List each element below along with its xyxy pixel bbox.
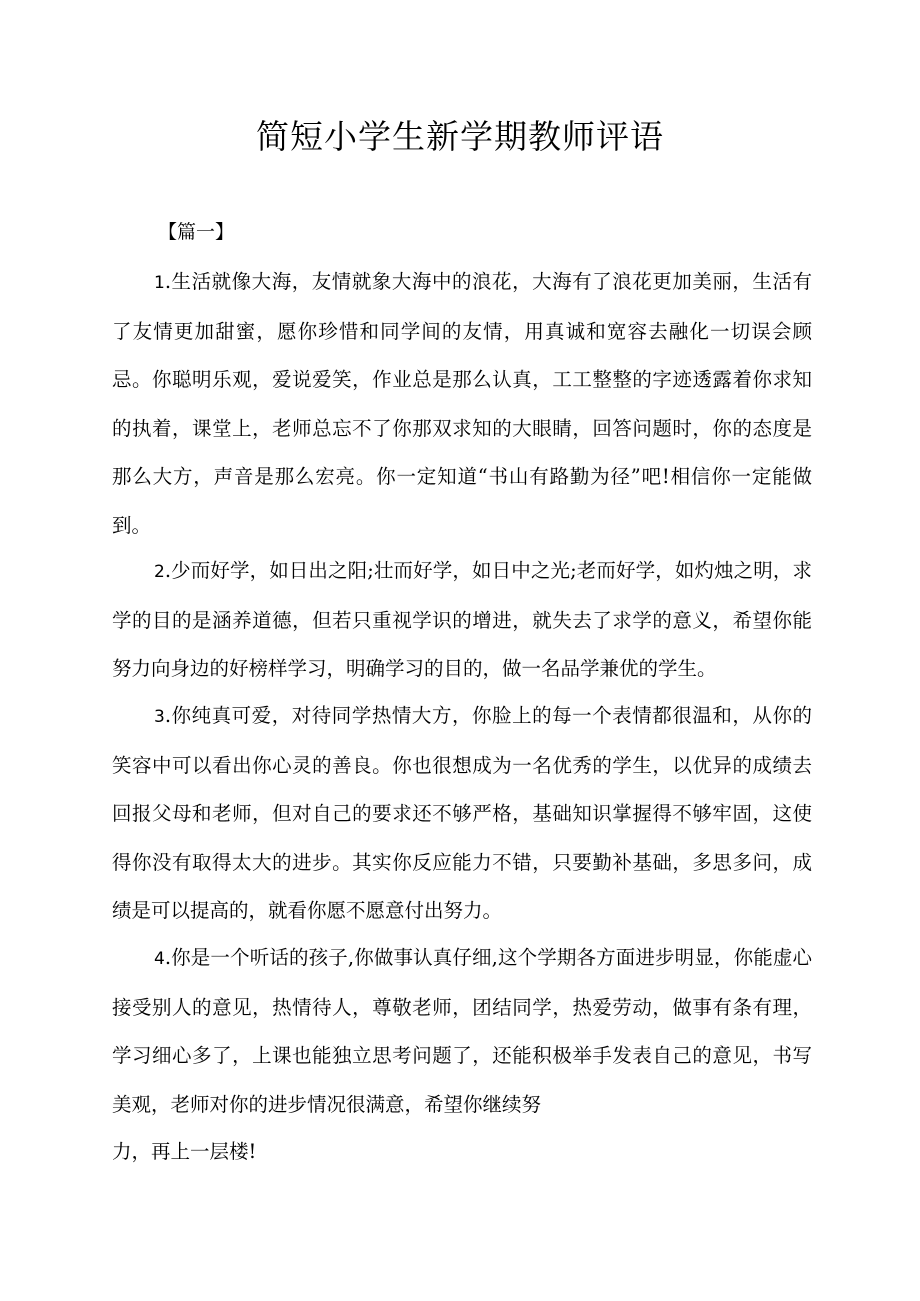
paragraph-number: 2 xyxy=(154,562,165,582)
comment-paragraph-4 xyxy=(112,934,812,1129)
paragraph-text: .少而好学，如日出之阳;壮而好学，如日中之光;老而好学，如灼烛之明，求学的目的是涵养道德，但若只重视学识的增进，就失去了求学的意义，希望你能努力向身边的好榜样学习，明确学习的目的，做一名品学兼优的学生。 xyxy=(112,559,812,680)
paragraph-tail-line: 力，再上一层楼! xyxy=(112,1140,257,1163)
section-label: 【篇一】 xyxy=(158,221,235,243)
paragraph-text: .你是一个听话的孩子,你做事认真仔细,这个学期各方面进步明显，你能虚心接受别人的意见，热情待人，尊敬老师，团结同学，热爱劳动，做事有条有理，学习细心多了，上课也能独立思考问题了，还能积极举手发表自己的意见，书写美观，老师对你的进步情况很满意，希望你继续努 xyxy=(112,946,812,1116)
paragraph-text: .生活就像大海，友情就象大海中的浪花，大海有了浪花更加美丽，生活有了友情更加甜蜜，愿你珍惜和同学间的友情，用真诚和宽容去融化一切误会顾忌。你聪明乐观，爱说爱笑，作业总是那么认真，工工整整的字迹透露着你求知的执着，课堂上，老师总忘不了你那双求知的大眼睛，回答问题时，你的态度是那么大方，声音是那么宏亮。你一定知道“书山有路勤为径”吧!相信你一定能做到。 xyxy=(112,270,812,537)
paragraph-text: .你纯真可爱，对待同学热情大方，你脸上的每一个表情都很温和，从你的笑容中可以看出你心灵的善良。你也很想成为一名优秀的学生，以优异的成绩去回报父母和老师，但对自己的要求还不够严格，基础知识掌握得不够牢固，这使得你没有取得太大的进步。其实你反应能力不错，只要勤补基础，多思多问，成绩是可以提高的，就看你愿不愿意付出努力。 xyxy=(112,704,812,922)
comment-paragraph-3 xyxy=(112,692,812,936)
paragraph-number: 1 xyxy=(154,273,165,293)
comment-paragraph-2 xyxy=(112,547,812,694)
paragraph-number: 3 xyxy=(154,707,165,727)
paragraph-number: 4 xyxy=(154,949,165,969)
document-title: 简短小学生新学期教师评语 xyxy=(256,117,664,156)
comment-paragraph-1 xyxy=(112,258,812,550)
